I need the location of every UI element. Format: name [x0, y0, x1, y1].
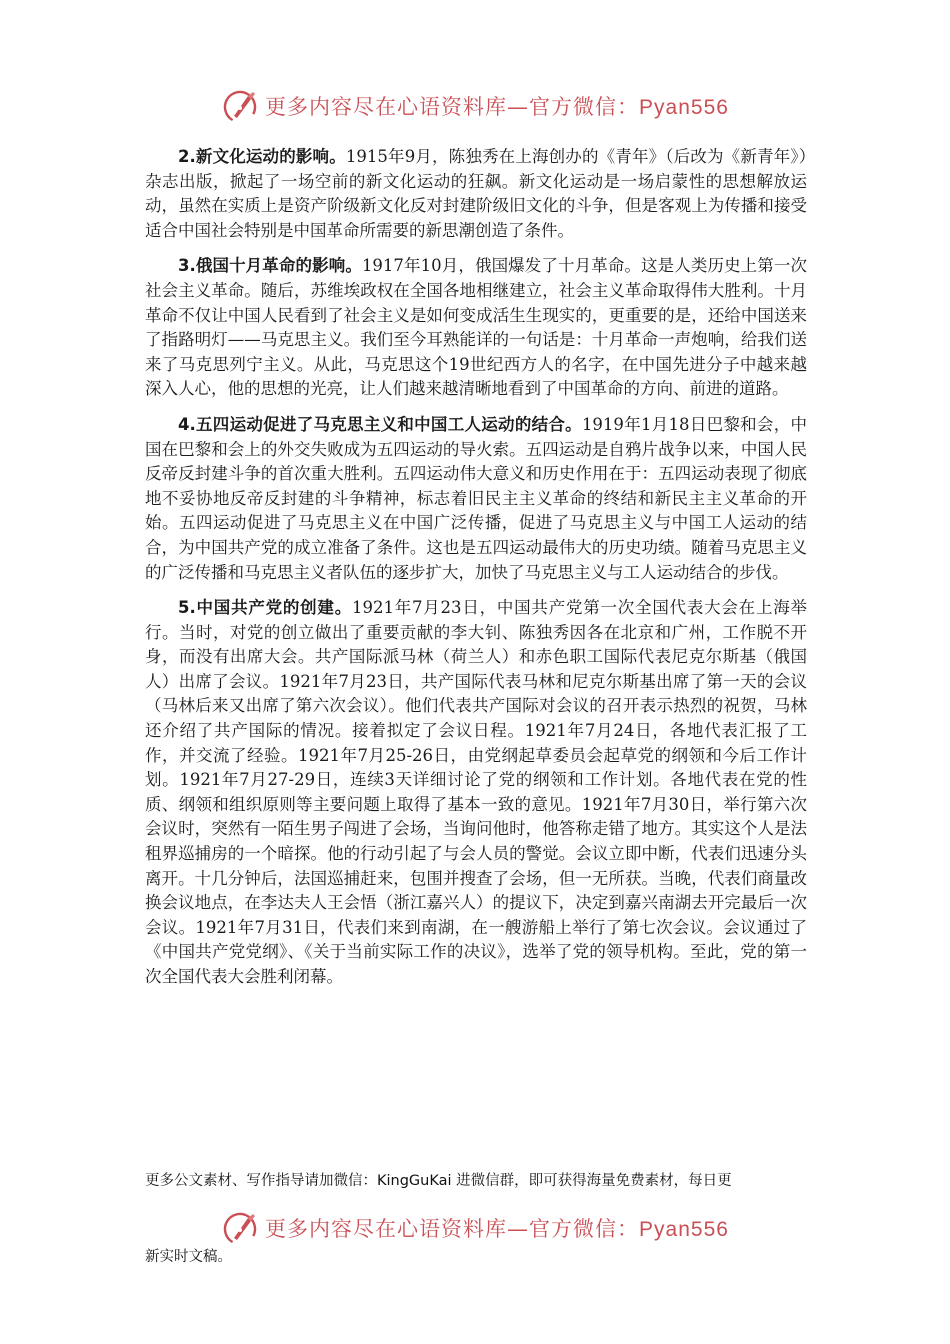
pen-nib-circle-icon: [221, 1208, 261, 1248]
paragraph-text: 1917年10月，俄国爆发了十月革命。这是人类历史上第一次社会主义革命。随后，苏维埃政权在全国各地相继建立，社会主义革命取得伟大胜利。十月革命不仅让中国人民看到了社会主义是如何变成活生生现实的，更重要的是，还给中国送来了指路明灯——马克思主义。我们至今耳熟能详的一句话是：十月革命一声炮响，给我们送来了马克思列宁主义。从此，马克思这个19世纪西方人的名字，在中国先进分子中越来越深入人心，他的思想的光亮，让人们越来越清晰地看到了中国革命的方向、前进的道路。: [145, 256, 807, 399]
paragraph-text: 1915年9月，陈独秀在上海创办的《青年》（后改为《新青年》）杂志出版，掀起了一场空前的新文化运动的狂飙。新文化运动是一场启蒙性的思想解放运动，虽然在实质上是资产阶级新文化反对封建阶级旧文化的斗争，但是客观上为传播和接受适合中国社会特别是中国革命所需要的新思潮创造了条件。: [145, 147, 807, 240]
paragraph-may-fourth: [145, 413, 807, 585]
paragraph-heading: 3.俄国十月革命的影响。: [178, 256, 362, 276]
banner-text: 更多内容尽在心语资料库—官方微信：Pyan556: [265, 95, 729, 119]
paragraph-cpc-founding: [145, 596, 807, 990]
footer-note-line1: 更多公文素材、写作指导请加微信：KingGuKai 进微信群，即可获得海量免费素材，每日更: [145, 1173, 732, 1189]
footer-note-line2: 新实时文稿。: [145, 1249, 232, 1265]
paragraph-text: 1919年1月18日巴黎和会，中国在巴黎和会上的外交失败成为五四运动的导火索。五四运动是自鸦片战争以来，中国人民反帝反封建斗争的首次重大胜利。五四运动伟大意义和历史作用在于：五四运动表现了彻底地不妥协地反帝反封建的斗争精神，标志着旧民主主义革命的终结和新民主主义革命的开始。五四运动促进了马克思主义在中国广泛传播，促进了马克思主义与中国工人运动的结合，为中国共产党的成立准备了条件。这也是五四运动最伟大的历史功绩。随着马克思主义的广泛传播和马克思主义者队伍的逐步扩大，加快了马克思主义与工人运动结合的步伐。: [145, 414, 807, 582]
paragraph-new-culture: [145, 145, 807, 243]
header-banner: [0, 84, 950, 128]
banner-wechat-id: Pyan556: [639, 1218, 729, 1241]
paragraph-october-revolution: [145, 254, 807, 402]
paragraph-heading: 2.新文化运动的影响。: [178, 147, 346, 166]
banner-wechat-id: Pyan556: [639, 96, 729, 119]
pen-nib-circle-icon: [221, 86, 261, 126]
banner-text: 更多内容尽在心语资料库—官方微信：Pyan556: [265, 1217, 729, 1241]
paragraph-heading: 5.中国共产党的创建。: [178, 598, 352, 618]
footer-banner: [0, 1206, 950, 1250]
paragraph-text: 1921年7月23日，中国共产党第一次全国代表大会在上海举行。当时，对党的创立做出了重要贡献的李大钊、陈独秀因各在北京和广州，工作脱不开身，而没有出席大会。共产国际派马林（荷兰人）和赤色职工国际代表尼克尔斯基（俄国人）出席了会议。1921年7月23日，共产国际代表马林和尼克尔斯基出席了第一天的会议（马林后来又出席了第六次会议）。他们代表共产国际对会议的召开表示热烈的祝贺，马林还介绍了共产国际的情况。接着拟定了会议日程。1921年7月24日，各地代表汇报了工作，并交流了经验。1921年7月25-26日，由党纲起草委员会起草党的纲领和今后工作计划。1921年7月27-29日，连续3天详细讨论了党的纲领和工作计划。各地代表在党的性质、纲领和组织原则等主要问题上取得了基本一致的意见。1921年7月30日，举行第六次会议时，突然有一陌生男子闯进了会场，当询问他时，他答称走错了地方。其实这个人是法租界巡捕房的一个暗探。他的行动引起了与会人员的警觉。会议立即中断，代表们迅速分头离开。十几分钟后，法国巡捕赶来，包围并搜查了会场，但一无所获。当晚，代表们商量改换会议地点，在李达夫人王会悟（浙江嘉兴人）的提议下，决定到嘉兴南湖去开完最后一次会议。1921年7月31日，代表们来到南湖，在一艘游船上举行了第七次会议。会议通过了《中国共产党党纲》、《关于当前实际工作的决议》，选举了党的领导机构。至此，党的第一次全国代表大会胜利闭幕。: [145, 598, 807, 986]
paragraph-heading: 4.五四运动促进了马克思主义和中国工人运动的结合。: [178, 414, 582, 434]
document-body: [145, 145, 807, 1001]
